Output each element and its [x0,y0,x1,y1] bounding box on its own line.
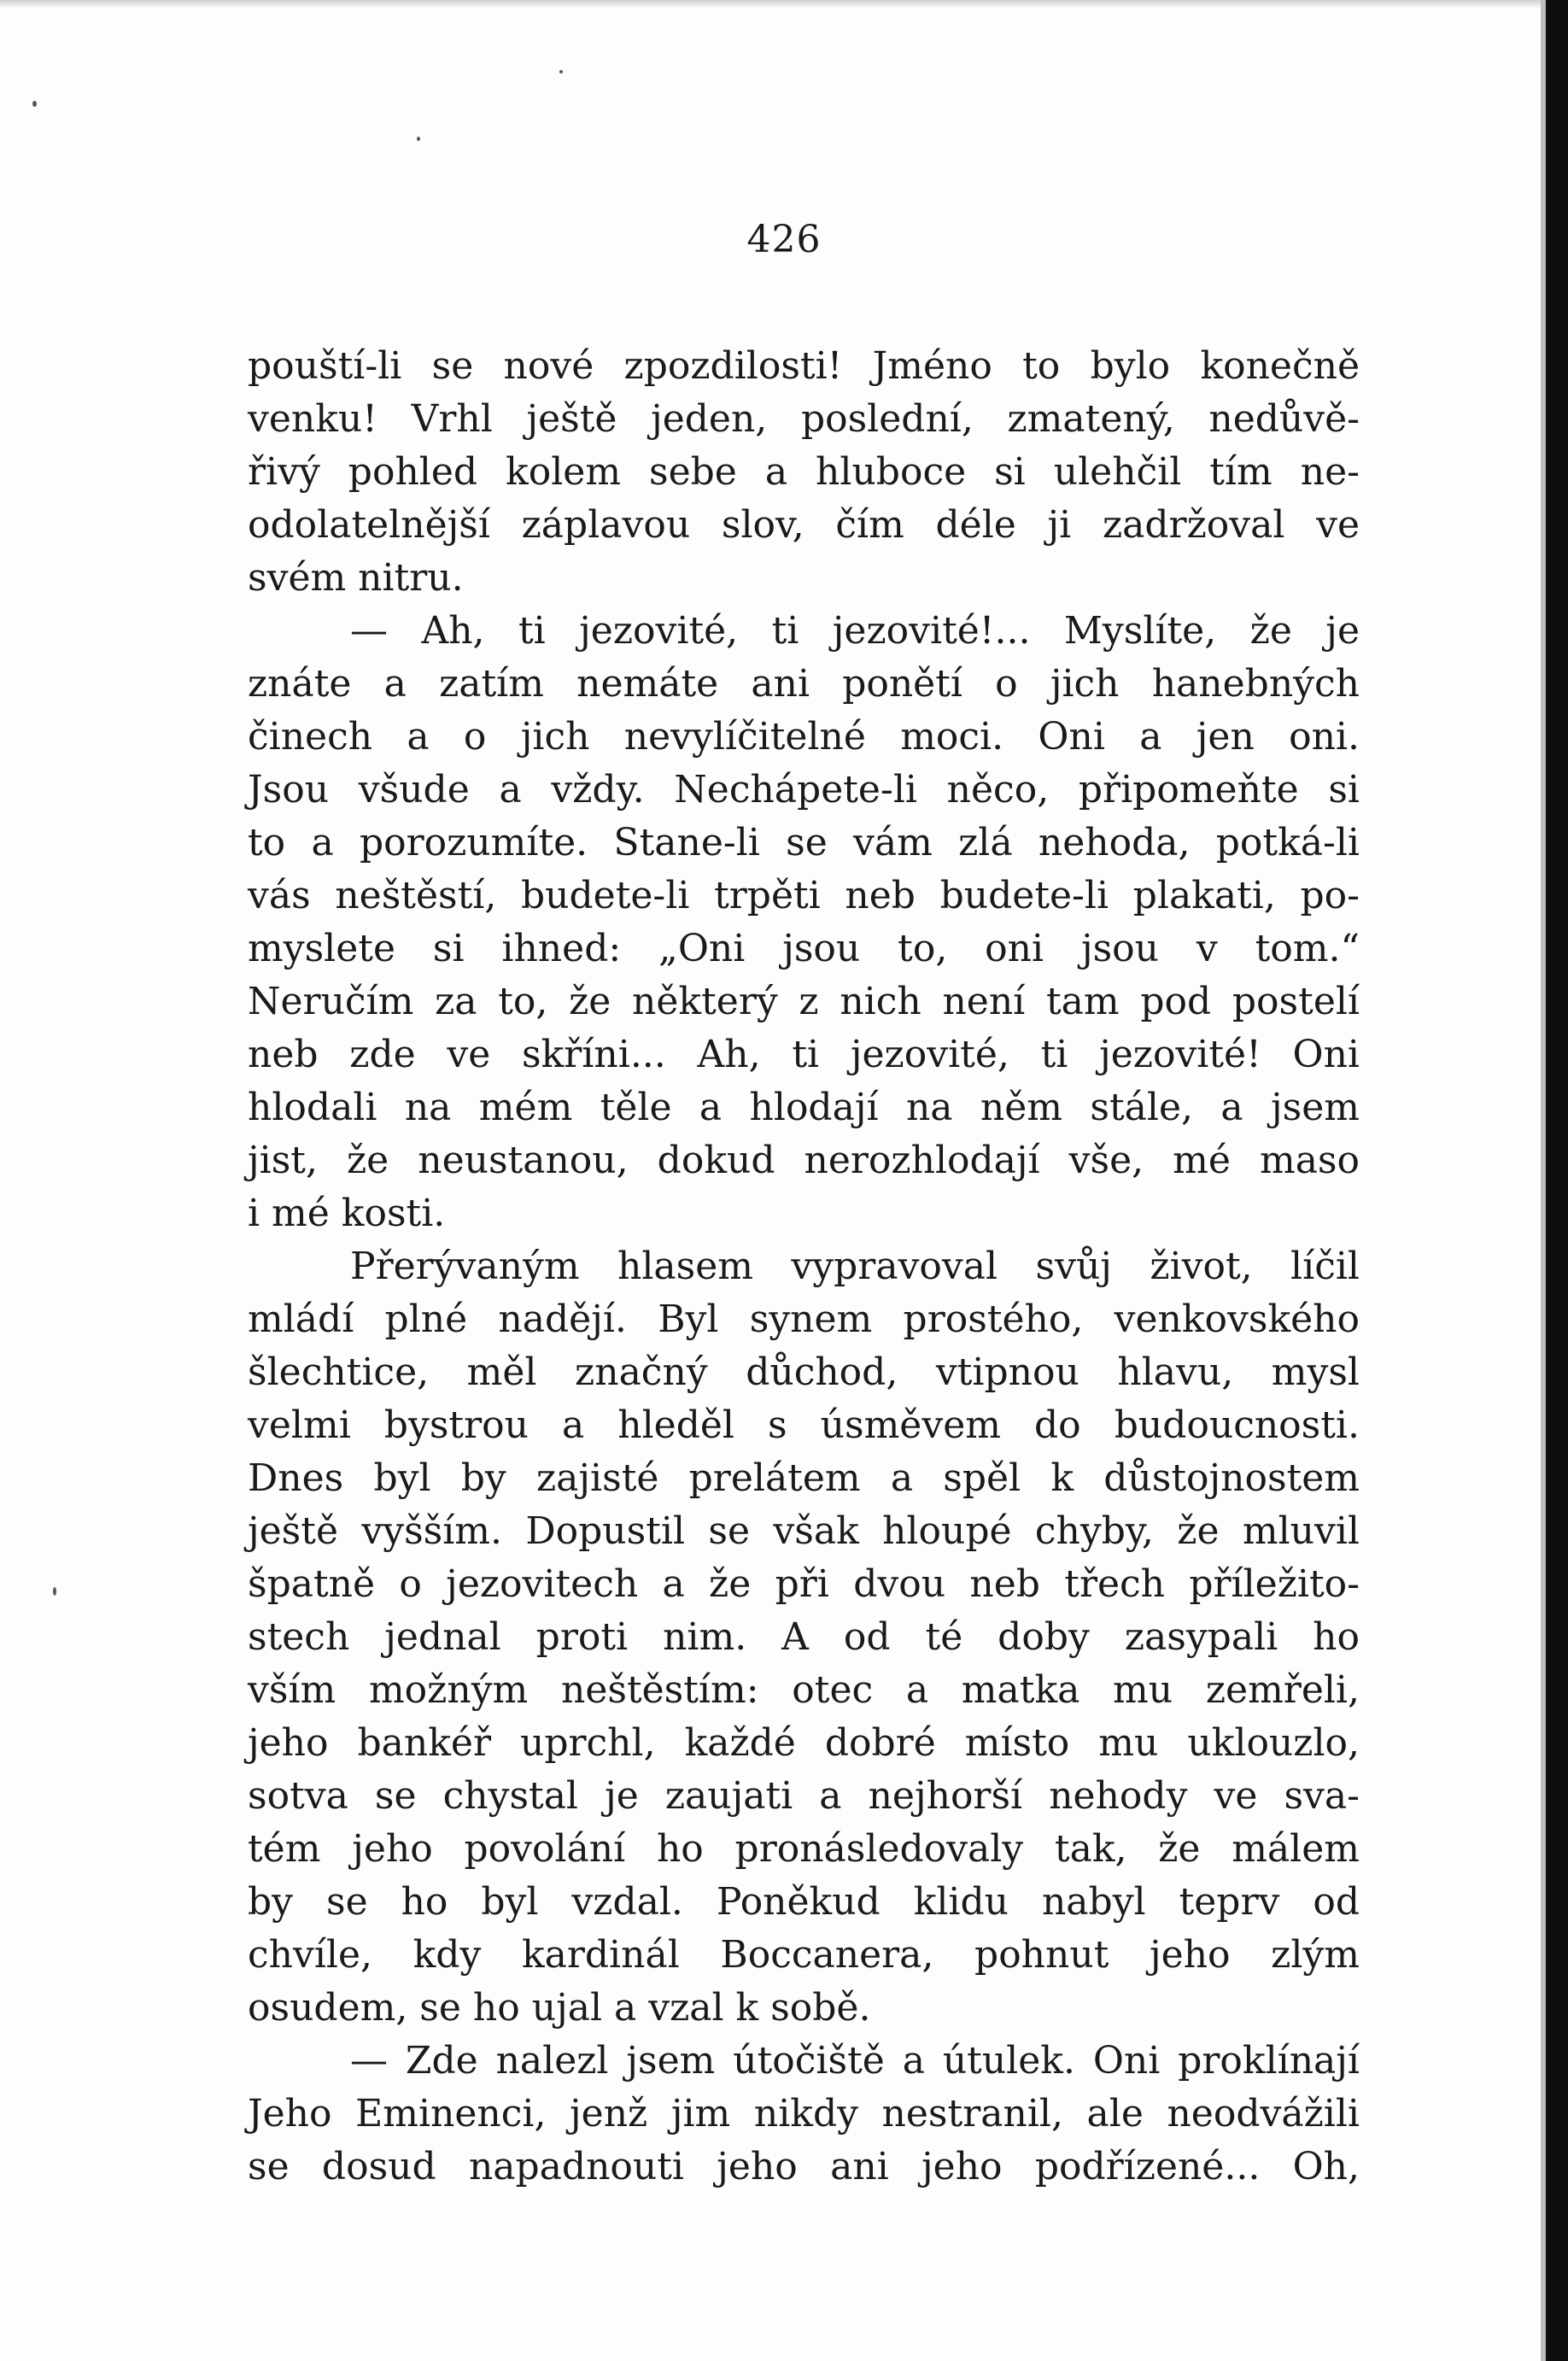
text-line: chvíle, kdy kardinál Boccanera, pohnut jeho zlým [248,1933,1360,1977]
text-line: svém nitru. [248,556,464,600]
text-line: Neručím za to, že některý z nich není tam pod postelí [248,980,1360,1023]
text-line: vším možným neštěstím: otec a matka mu zemřeli, [248,1668,1360,1712]
text-line: Jsou všude a vždy. Nechápete-li něco, připomeňte si [248,768,1360,811]
text-line: ještě vyšším. Dopustil se však hloupé chyby, že mluvil [248,1509,1360,1553]
body-text [248,340,1360,2194]
text-line: jeho bankéř uprchl, každé dobré místo mu uklouzlo, [248,1721,1360,1765]
text-line: Přerývaným hlasem vypravoval svůj život, líčil [350,1245,1360,1288]
scan-speck [53,1587,56,1596]
text-line: — Ah, ti jezovité, ti jezovité!... Myslíte, že je [350,609,1360,653]
text-line: velmi bystrou a hleděl s úsměvem do budoucnosti. [248,1403,1360,1447]
text-line: špatně o jezovitech a že při dvou neb třech příležito- [248,1562,1360,1606]
text-line: by se ho byl vzdal. Poněkud klidu nabyl teprv od [248,1880,1360,1924]
text-line: i mé kosti. [248,1192,446,1235]
text-line: se dosud napadnouti jeho ani jeho podřízené... Oh, [248,2145,1360,2188]
text-line: stech jednal proti nim. A od té doby zasypali ho [248,1615,1360,1659]
text-line: osudem, se ho ujal a vzal k sobě. [248,1986,871,2030]
text-line: venku! Vrhl ještě jeden, poslední, zmatený, nedůvě- [248,397,1360,441]
text-line: neb zde ve skříni... Ah, ti jezovité, ti jezovité! Oni [248,1033,1360,1076]
text-line: vás neštěstí, budete-li trpěti neb budete-li plakati, po- [248,874,1360,917]
text-line: tém jeho povolání ho pronásledovaly tak, že málem [248,1827,1360,1871]
text-line: Jeho Eminenci, jenž jim nikdy nestranil, ale neodvážili [248,2092,1360,2135]
text-line: hlodali na mém těle a hlodají na něm stále, a jsem [248,1086,1360,1129]
text-line: znáte a zatím nemáte ani ponětí o jich hanebných [248,662,1360,706]
text-line: myslete si ihned: „Oni jsou to, oni jsou v tom.“ [248,927,1360,970]
text-line: odolatelnější záplavou slov, čím déle ji zadržoval ve [248,503,1360,547]
scan-speck [417,137,420,141]
text-line: šlechtice, měl značný důchod, vtipnou hlavu, mysl [248,1350,1360,1394]
scan-speck [32,101,37,107]
text-line: mládí plné nadějí. Byl synem prostého, venkovského [248,1298,1360,1341]
scan-speck [559,70,563,73]
text-line: pouští-li se nové zpozdilosti! Jméno to bylo konečně [248,344,1360,388]
text-line: to a porozumíte. Stane-li se vám zlá nehoda, potká-li [248,821,1360,864]
text-line: jist, že neustanou, dokud nerozhlodají vše, mé maso [248,1139,1360,1182]
page-number: 426 [746,218,822,261]
scan-dark-edge [1546,0,1568,2361]
text-line: řivý pohled kolem sebe a hluboce si ulehčil tím ne- [248,450,1360,494]
text-line: Dnes byl by zajisté prelátem a spěl k důstojnostem [248,1456,1360,1500]
text-line: sotva se chystal je zaujati a nejhorší nehody ve sva- [248,1774,1360,1818]
text-line: činech a o jich nevylíčitelné moci. Oni a jen oni. [248,715,1360,759]
page-top-shadow [0,0,1568,9]
text-line: — Zde nalezl jsem útočiště a útulek. Oni proklínají [350,2039,1360,2083]
